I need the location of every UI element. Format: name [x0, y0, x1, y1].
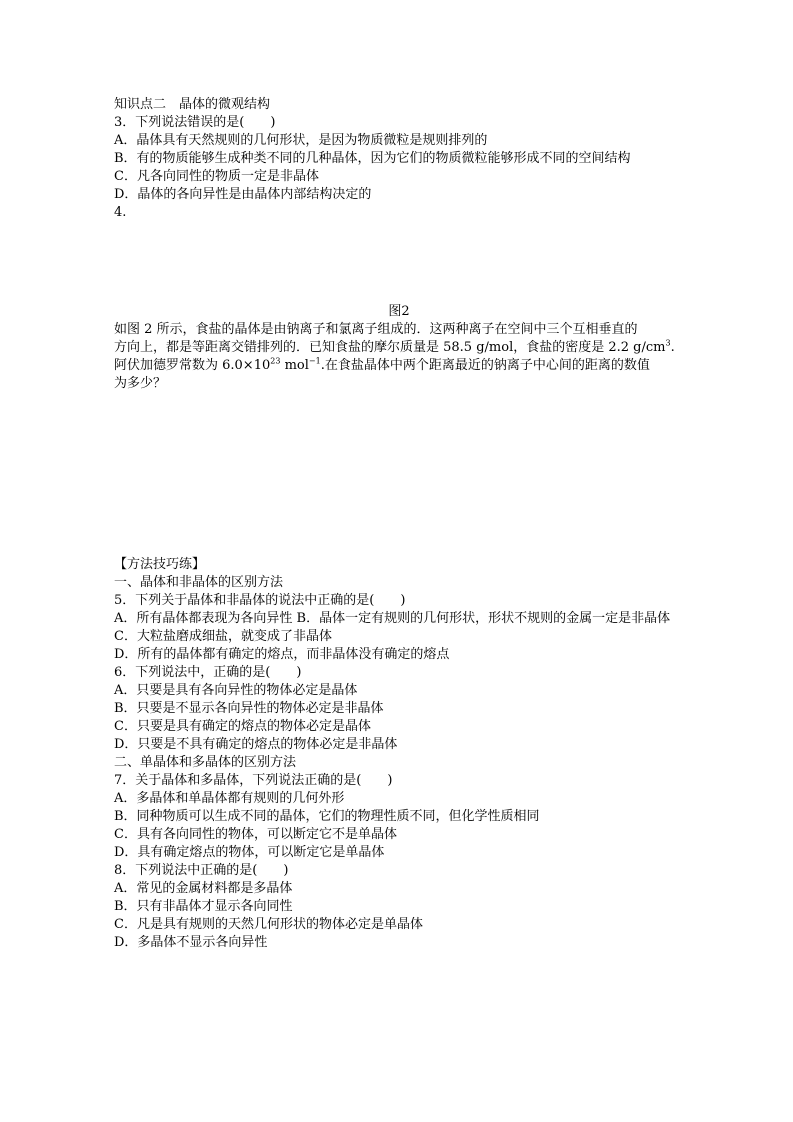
avogadro-prefix: 阿伏加德罗常数为 6.0×10: [114, 358, 271, 373]
question-8-option-b: B．只有非晶体才显示各向同性: [114, 899, 293, 914]
question-4-line-4: 为多少？: [114, 376, 167, 391]
question-8-option-a: A．常见的金属材料都是多晶体: [114, 881, 293, 896]
question-3-option-a: A．晶体具有天然规则的几何形状，是因为物质微粒是规则排列的: [114, 133, 488, 148]
question-4-line-2-main: 方向上，都是等距离交错排列的．已知食盐的摩尔质量是 58.5 g/mol，食盐的密度是 2.2 g/cm: [114, 340, 666, 355]
question-4-line-3: [114, 357, 684, 375]
question-7-option-d: D．具有确定熔点的物体，可以断定它是单晶体: [114, 845, 385, 860]
question-5-option-ab: A．所有晶体都表现为各向异性 B．晶体一定有规则的几何形状，形状不规则的金属一定是非晶体: [114, 611, 671, 626]
question-3-option-c: C．凡各向同性的物质一定是非晶体: [114, 169, 319, 184]
question-3-stem: 3．下列说法错误的是( ): [114, 115, 276, 130]
methods-section: [114, 556, 684, 952]
question-4-line-3-rest: .在食盐晶体中两个距离最近的钠离子中心间的距离的数值: [320, 358, 650, 373]
question-4-number: 4.: [114, 205, 127, 220]
question-7-option-a: A．多晶体和单晶体都有规则的几何外形: [114, 791, 345, 806]
question-8-option-c: C．凡是具有规则的天然几何形状的物体必定是单晶体: [114, 917, 423, 932]
section-heading: 知识点二 晶体的微观结构: [114, 97, 271, 112]
question-5-option-d: D．所有的晶体都有确定的熔点，而非晶体没有确定的熔点: [114, 647, 450, 662]
question-4-line-1: 如图 2 所示，食盐的晶体是由钠离子和氯离子组成的．这两种离子在空间中三个互相垂直的: [114, 322, 638, 337]
methods-subheading-1: 一、晶体和非晶体的区别方法: [114, 575, 284, 590]
question-6-stem: 6．下列说法中，正确的是( ): [114, 665, 302, 680]
question-8-option-d: D．多晶体不显示各向异性: [114, 935, 268, 950]
question-3-option-b: B．有的物质能够生成种类不同的几种晶体，因为它们的物质微粒能够形成不同的空间结构: [114, 151, 631, 166]
avogadro-unit-exponent: −1: [308, 356, 321, 366]
question-4-line-2-end: .: [670, 340, 675, 355]
question-6-option-d: D．只要是不具有确定的熔点的物体必定是非晶体: [114, 737, 398, 752]
avogadro-exponent: 23: [270, 356, 281, 366]
avogadro-unit: mol: [280, 358, 309, 373]
question-3-option-d: D．晶体的各向异性是由晶体内部结构决定的: [114, 187, 372, 202]
question-5-option-c: C．大粒盐磨成细盐，就变成了非晶体: [114, 629, 332, 644]
question-8-stem: 8．下列说法中正确的是( ): [114, 863, 289, 878]
question-7-stem: 7．关于晶体和多晶体，下列说法正确的是( ): [114, 773, 393, 788]
question-7-option-c: C．具有各向同性的物体，可以断定它不是单晶体: [114, 827, 397, 842]
methods-heading: 【方法技巧练】: [114, 557, 206, 572]
figure-2-caption: [114, 303, 684, 321]
question-6-option-a: A．只要是具有各向异性的物体必定是晶体: [114, 683, 358, 698]
methods-subheading-2: 二、单晶体和多晶体的区别方法: [114, 755, 297, 770]
density-exponent: 3: [665, 338, 671, 348]
question-6-option-b: B．只要是不显示各向异性的物体必定是非晶体: [114, 701, 384, 716]
figure-caption-text: 图2: [388, 304, 410, 319]
question-4-line-2: [114, 339, 684, 357]
question-6-option-c: C．只要是具有确定的熔点的物体必定是晶体: [114, 719, 371, 734]
section-crystal-microstructure: [114, 96, 684, 222]
question-5-stem: 5．下列关于晶体和非晶体的说法中正确的是( ): [114, 593, 406, 608]
question-4-body: [114, 321, 684, 393]
question-7-option-b: B．同种物质可以生成不同的晶体，它们的物理性质不同，但化学性质相同: [114, 809, 540, 824]
